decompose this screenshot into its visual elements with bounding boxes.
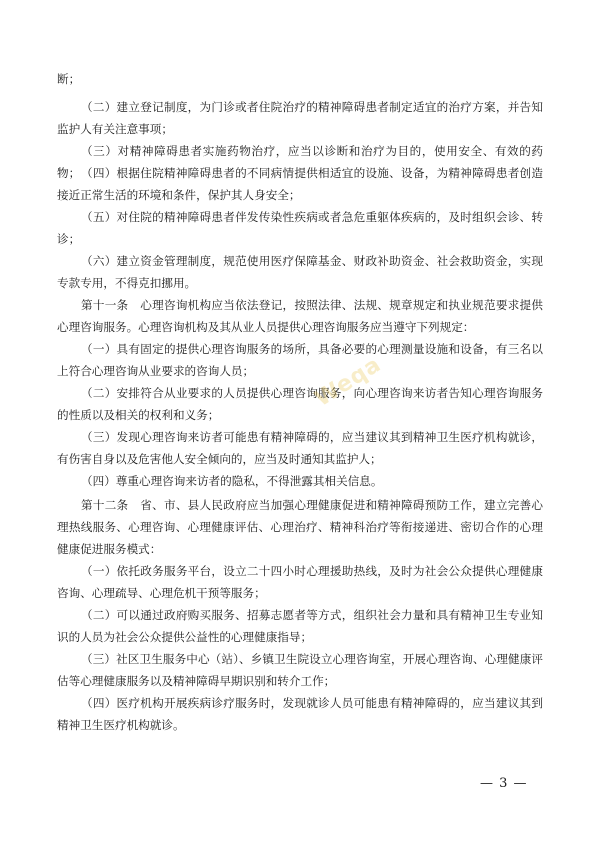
page-number: — 3 — <box>480 776 528 791</box>
article-11: 第十一条 心理咨询机构应当依法登记，按照法律、法规、规章规定和执业规范要求提供心理咨询服务。心理咨询机构及其从业人员提供心理咨询服务应当遵守下列规定： <box>57 298 543 334</box>
article-12-item-1: （一）依托政务服务平台，设立二十四小时心理援助热线，及时为社会公众提供心理健康咨询、心理疏导、心理危机干预等服务； <box>57 564 543 600</box>
paragraph-continuation: 断； <box>57 72 81 86</box>
article-12: 第十二条 省、市、县人民政府应当加强心理健康促进和精神障碍预防工作，建立完善心理热线服务、心理咨询、心理健康评估、心理治疗、精神科治疗等衔接递进、密切合作的心理健康促进服务模式： <box>57 498 543 556</box>
article-12-item-4: （四）医疗机构开展疾病诊疗服务时，发现就诊人员可能患有精神障碍的，应当建议其到精神卫生医疗机构就诊。 <box>57 696 543 732</box>
paragraph-item-5: （五）对住院的精神障碍患者伴发传染性疾病或者急危重躯体疾病的，及时组织会诊、转诊； <box>57 210 543 246</box>
article-11-item-1: （一）具有固定的提供心理咨询服务的场所，具备必要的心理测量设施和设备，有三名以上符合心理咨询从业要求的咨询人员； <box>57 342 543 378</box>
paragraph-item-6: （六）建立资金管理制度，规范使用医疗保障基金、财政补助资金、社会救助资金，实现专款专用，不得克扣挪用。 <box>57 254 543 290</box>
paragraph-item-2: （二）建立登记制度，为门诊或者住院治疗的精神障碍患者制定适宜的治疗方案，并告知监护人有关注意事项； <box>57 100 543 136</box>
watermark-logo: Weqa <box>310 352 386 412</box>
article-12-item-3: （三）社区卫生服务中心（站）、乡镇卫生院设立心理咨询室，开展心理咨询、心理健康评估等心理健康服务以及精神障碍早期识别和转介工作； <box>57 652 543 688</box>
article-12-item-2: （二）可以通过政府购买服务、招募志愿者等方式，组织社会力量和具有精神卫生专业知识的人员为社会公众提供公益性的心理健康指导； <box>57 608 543 644</box>
paragraph-item-4: （四）根据住院精神障碍患者的不同病情提供相适宜的设施、设备，为精神障碍患者创造接近正常生活的环境和条件，保护其人身安全； <box>57 166 543 202</box>
article-11-item-3: （三）发现心理咨询来访者可能患有精神障碍的，应当建议其到精神卫生医疗机构就诊，有伤害自身以及危害他人安全倾向的，应当及时通知其监护人； <box>57 430 543 466</box>
article-11-item-2: （二）安排符合从业要求的人员提供心理咨询服务，向心理咨询来访者告知心理咨询服务的性质以及相关的权利和义务； <box>57 386 543 422</box>
article-11-item-4: （四）尊重心理咨询来访者的隐私，不得泄露其相关信息。 <box>81 474 383 488</box>
paragraph-item-3: （三）对精神障碍患者实施药物治疗，应当以诊断和治疗为目的，使用安全、有效的药物； <box>57 144 543 180</box>
